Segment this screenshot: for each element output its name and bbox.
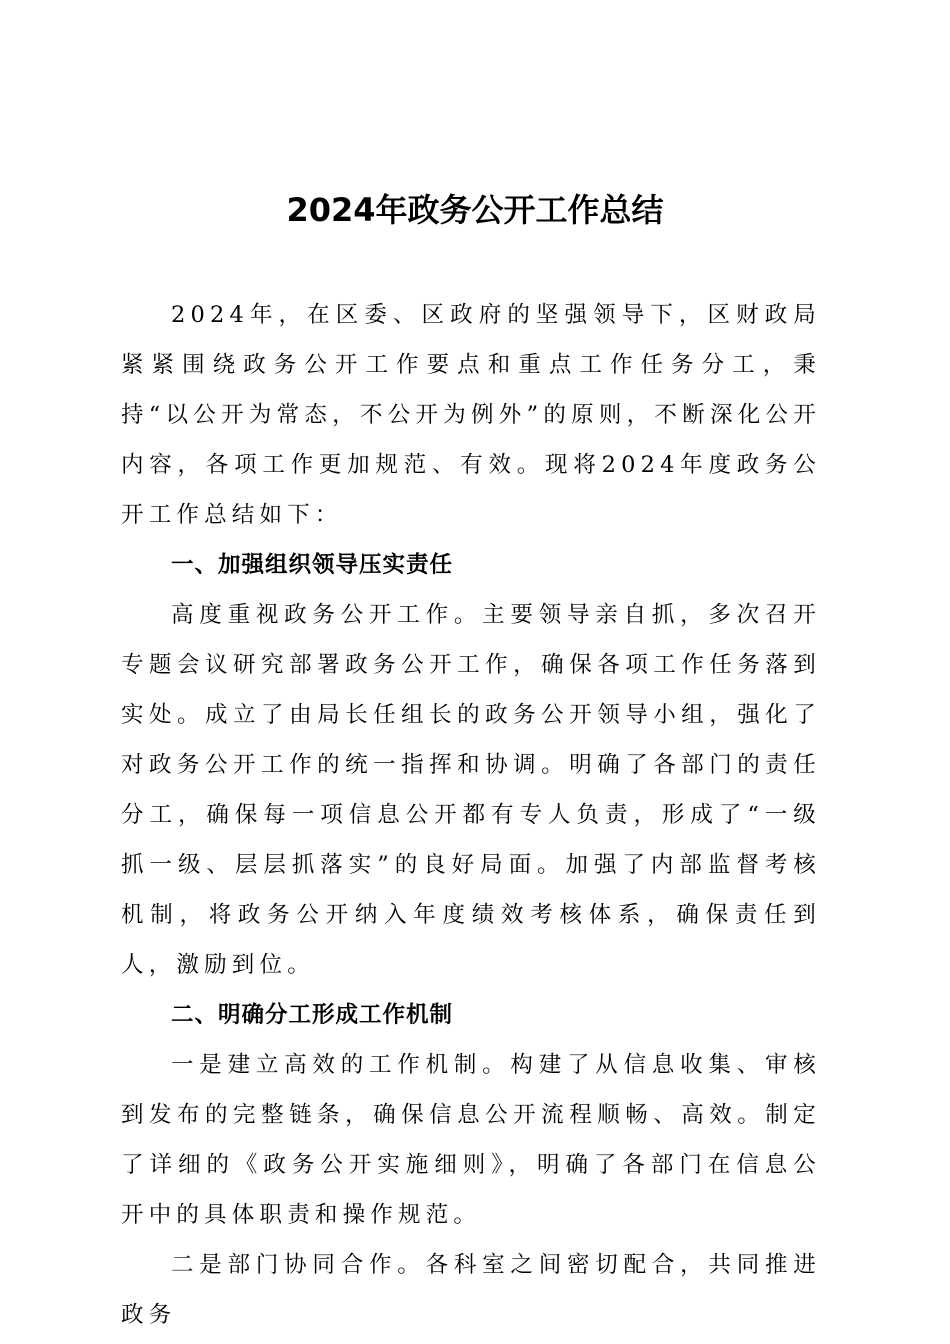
document-title: 2024年政务公开工作总结	[286, 191, 664, 229]
section-2-paragraph-2: 二是部门协同合作。各科室之间密切配合，共同推进政务	[121, 1252, 821, 1328]
intro-paragraph: 2024年，在区委、区政府的坚强领导下，区财政局紧紧围绕政务公开工作要点和重点工作任务分工，秉持“以公开为常态，不公开为例外”的原则，不断深化公开内容，各项工作更加规范、有效。现将2024年度政务公开工作总结如下：	[121, 302, 821, 528]
section-1-paragraph: 高度重视政务公开工作。主要领导亲自抓，多次召开专题会议研究部署政务公开工作，确保各项工作任务落到实处。成立了由局长任组长的政务公开领导小组，强化了对政务公开工作的统一指挥和协调。明确了各部门的责任分工，确保每一项信息公开都有专人负责，形成了“一级抓一级、层层抓落实”的良好局面。加强了内部监督考核机制，将政务公开纳入年度绩效考核体系，确保责任到人，激励到位。	[121, 602, 821, 978]
section-2-heading: 二、明确分工形成工作机制	[171, 1002, 454, 1028]
section-1-heading: 一、加强组织领导压实责任	[171, 552, 454, 578]
section-2-paragraph-1: 一是建立高效的工作机制。构建了从信息收集、审核到发布的完整链条，确保信息公开流程顺畅、高效。制定了详细的《政务公开实施细则》，明确了各部门在信息公开中的具体职责和操作规范。	[121, 1052, 821, 1228]
document-body	[121, 290, 821, 1340]
